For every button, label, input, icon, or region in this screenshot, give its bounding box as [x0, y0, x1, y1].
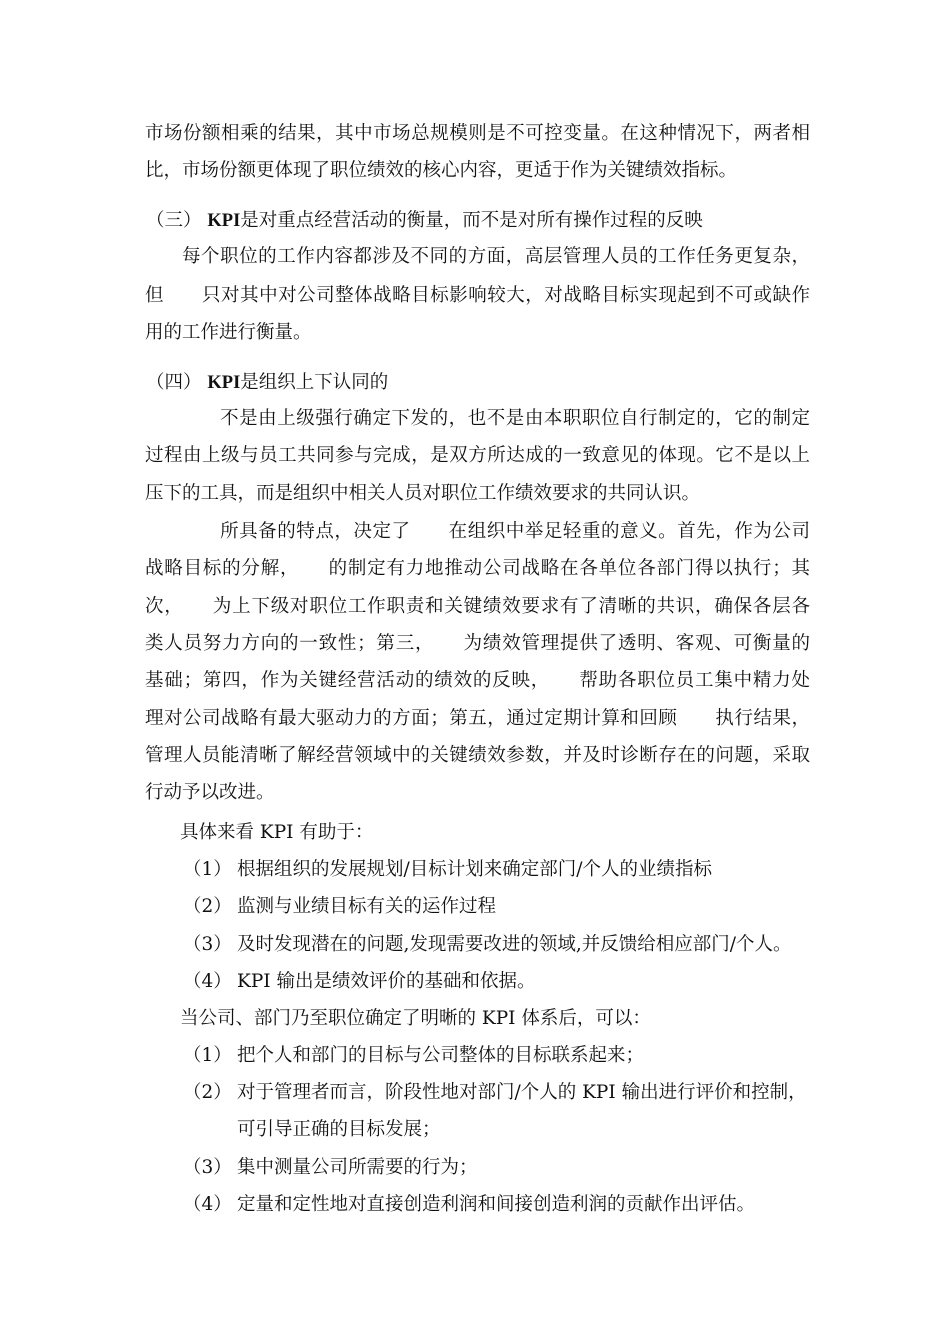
- when-item-1-text: 把个人和部门的目标与公司整体的目标联系起来；: [237, 1045, 645, 1066]
- section-4-heading: [146, 370, 811, 396]
- section-3-line-1: 每个职位的工作内容都涉及不同的方面，高层管理人员的工作任务更复杂，: [182, 246, 810, 267]
- features-line-2: 战略目标的分解， 的制定有力地推动公司战略在各单位各部门得以执行；其: [145, 558, 810, 579]
- helps-item-3-number: （3）: [183, 934, 232, 955]
- when-item-2-text: 对于管理者而言，阶段性地对部门/个人的 KPI 输出进行评价和控制，: [237, 1082, 807, 1103]
- features-line-7: 管理人员能清晰了解经营领域中的关键绩效参数，并及时诊断存在的问题，采取: [145, 745, 810, 766]
- when-intro: 当公司、部门乃至职位确定了明晰的 KPI 体系后，可以：: [180, 1008, 651, 1029]
- intro-line-1: 市场份额相乘的结果，其中市场总规模则是不可控变量。在这种情况下，两者相: [145, 123, 810, 144]
- features-line-6: 理对公司战略有最大驱动力的方面；第五，通过定期计算和回顾 执行结果，: [145, 708, 810, 729]
- section-3-line-2: 但 只对其中对公司整体战略目标影响较大，对战略目标实现起到不可或缺作: [145, 285, 810, 306]
- section-4-kpi: KPI: [207, 373, 241, 393]
- section-3-number: （三）: [146, 210, 202, 231]
- helps-item-1-number: （1）: [183, 859, 232, 880]
- helps-item-2-text: 监测与业绩目标有关的运作过程: [237, 896, 497, 917]
- features-line-4: 类人员努力方向的一致性；第三， 为绩效管理提供了透明、客观、可衡量的: [145, 633, 810, 654]
- features-line-5: 基础；第四，作为关键经营活动的绩效的反映， 帮助各职位员工集中精力处: [145, 670, 810, 691]
- features-line-3: 次， 为上下级对职位工作职责和关键绩效要求有了清晰的共识，确保各层各: [145, 596, 810, 617]
- when-item-3-text: 集中测量公司所需要的行为；: [237, 1157, 478, 1178]
- when-item-4-number: （4）: [183, 1194, 232, 1215]
- section-3-title: 是对重点经营活动的衡量，而不是对所有操作过程的反映: [240, 210, 703, 231]
- intro-line-2: 比，市场份额更体现了职位绩效的核心内容，更适于作为关键绩效指标。: [145, 160, 738, 181]
- when-item-2-text-continued: 可引导正确的目标发展；: [237, 1119, 441, 1140]
- when-item-3-number: （3）: [183, 1157, 232, 1178]
- section-4-line-3: 压下的工具，而是组织中相关人员对职位工作绩效要求的共同认识。: [145, 483, 701, 504]
- helps-item-4-number: （4）: [183, 971, 232, 992]
- helps-item-4-text: KPI 输出是绩效评价的基础和依据。: [237, 971, 536, 992]
- helps-item-3-text: 及时发现潜在的问题,发现需要改进的领域,并反馈给相应部门/个人。: [237, 934, 792, 955]
- when-item-4-text: 定量和定性地对直接创造利润和间接创造利润的贡献作出评估。: [237, 1194, 756, 1215]
- section-4-number: （四）: [146, 372, 202, 393]
- section-3-kpi: KPI: [207, 211, 241, 231]
- helps-intro: 具体来看 KPI 有助于：: [180, 822, 374, 843]
- section-4-line-2: 过程由上级与员工共同参与完成，是双方所达成的一致意见的体现。它不是以上: [145, 445, 810, 466]
- features-line-8: 行动予以改进。: [145, 782, 275, 803]
- helps-item-2-number: （2）: [183, 896, 232, 917]
- when-item-1-number: （1）: [183, 1045, 232, 1066]
- helps-item-1-text: 根据组织的发展规划/目标计划来确定部门/个人的业绩指标: [237, 859, 712, 880]
- section-4-title: 是组织上下认同的: [240, 372, 389, 393]
- features-line-1: 所具备的特点，决定了 在组织中举足轻重的意义。首先，作为公司: [182, 521, 810, 542]
- when-item-2-number: （2）: [183, 1082, 232, 1103]
- section-3-line-3: 用的工作进行衡量。: [145, 322, 312, 343]
- section-4-line-1: 不是由上级强行确定下发的，也不是由本职职位自行制定的，它的制定: [182, 408, 810, 429]
- section-3-heading: [146, 208, 811, 234]
